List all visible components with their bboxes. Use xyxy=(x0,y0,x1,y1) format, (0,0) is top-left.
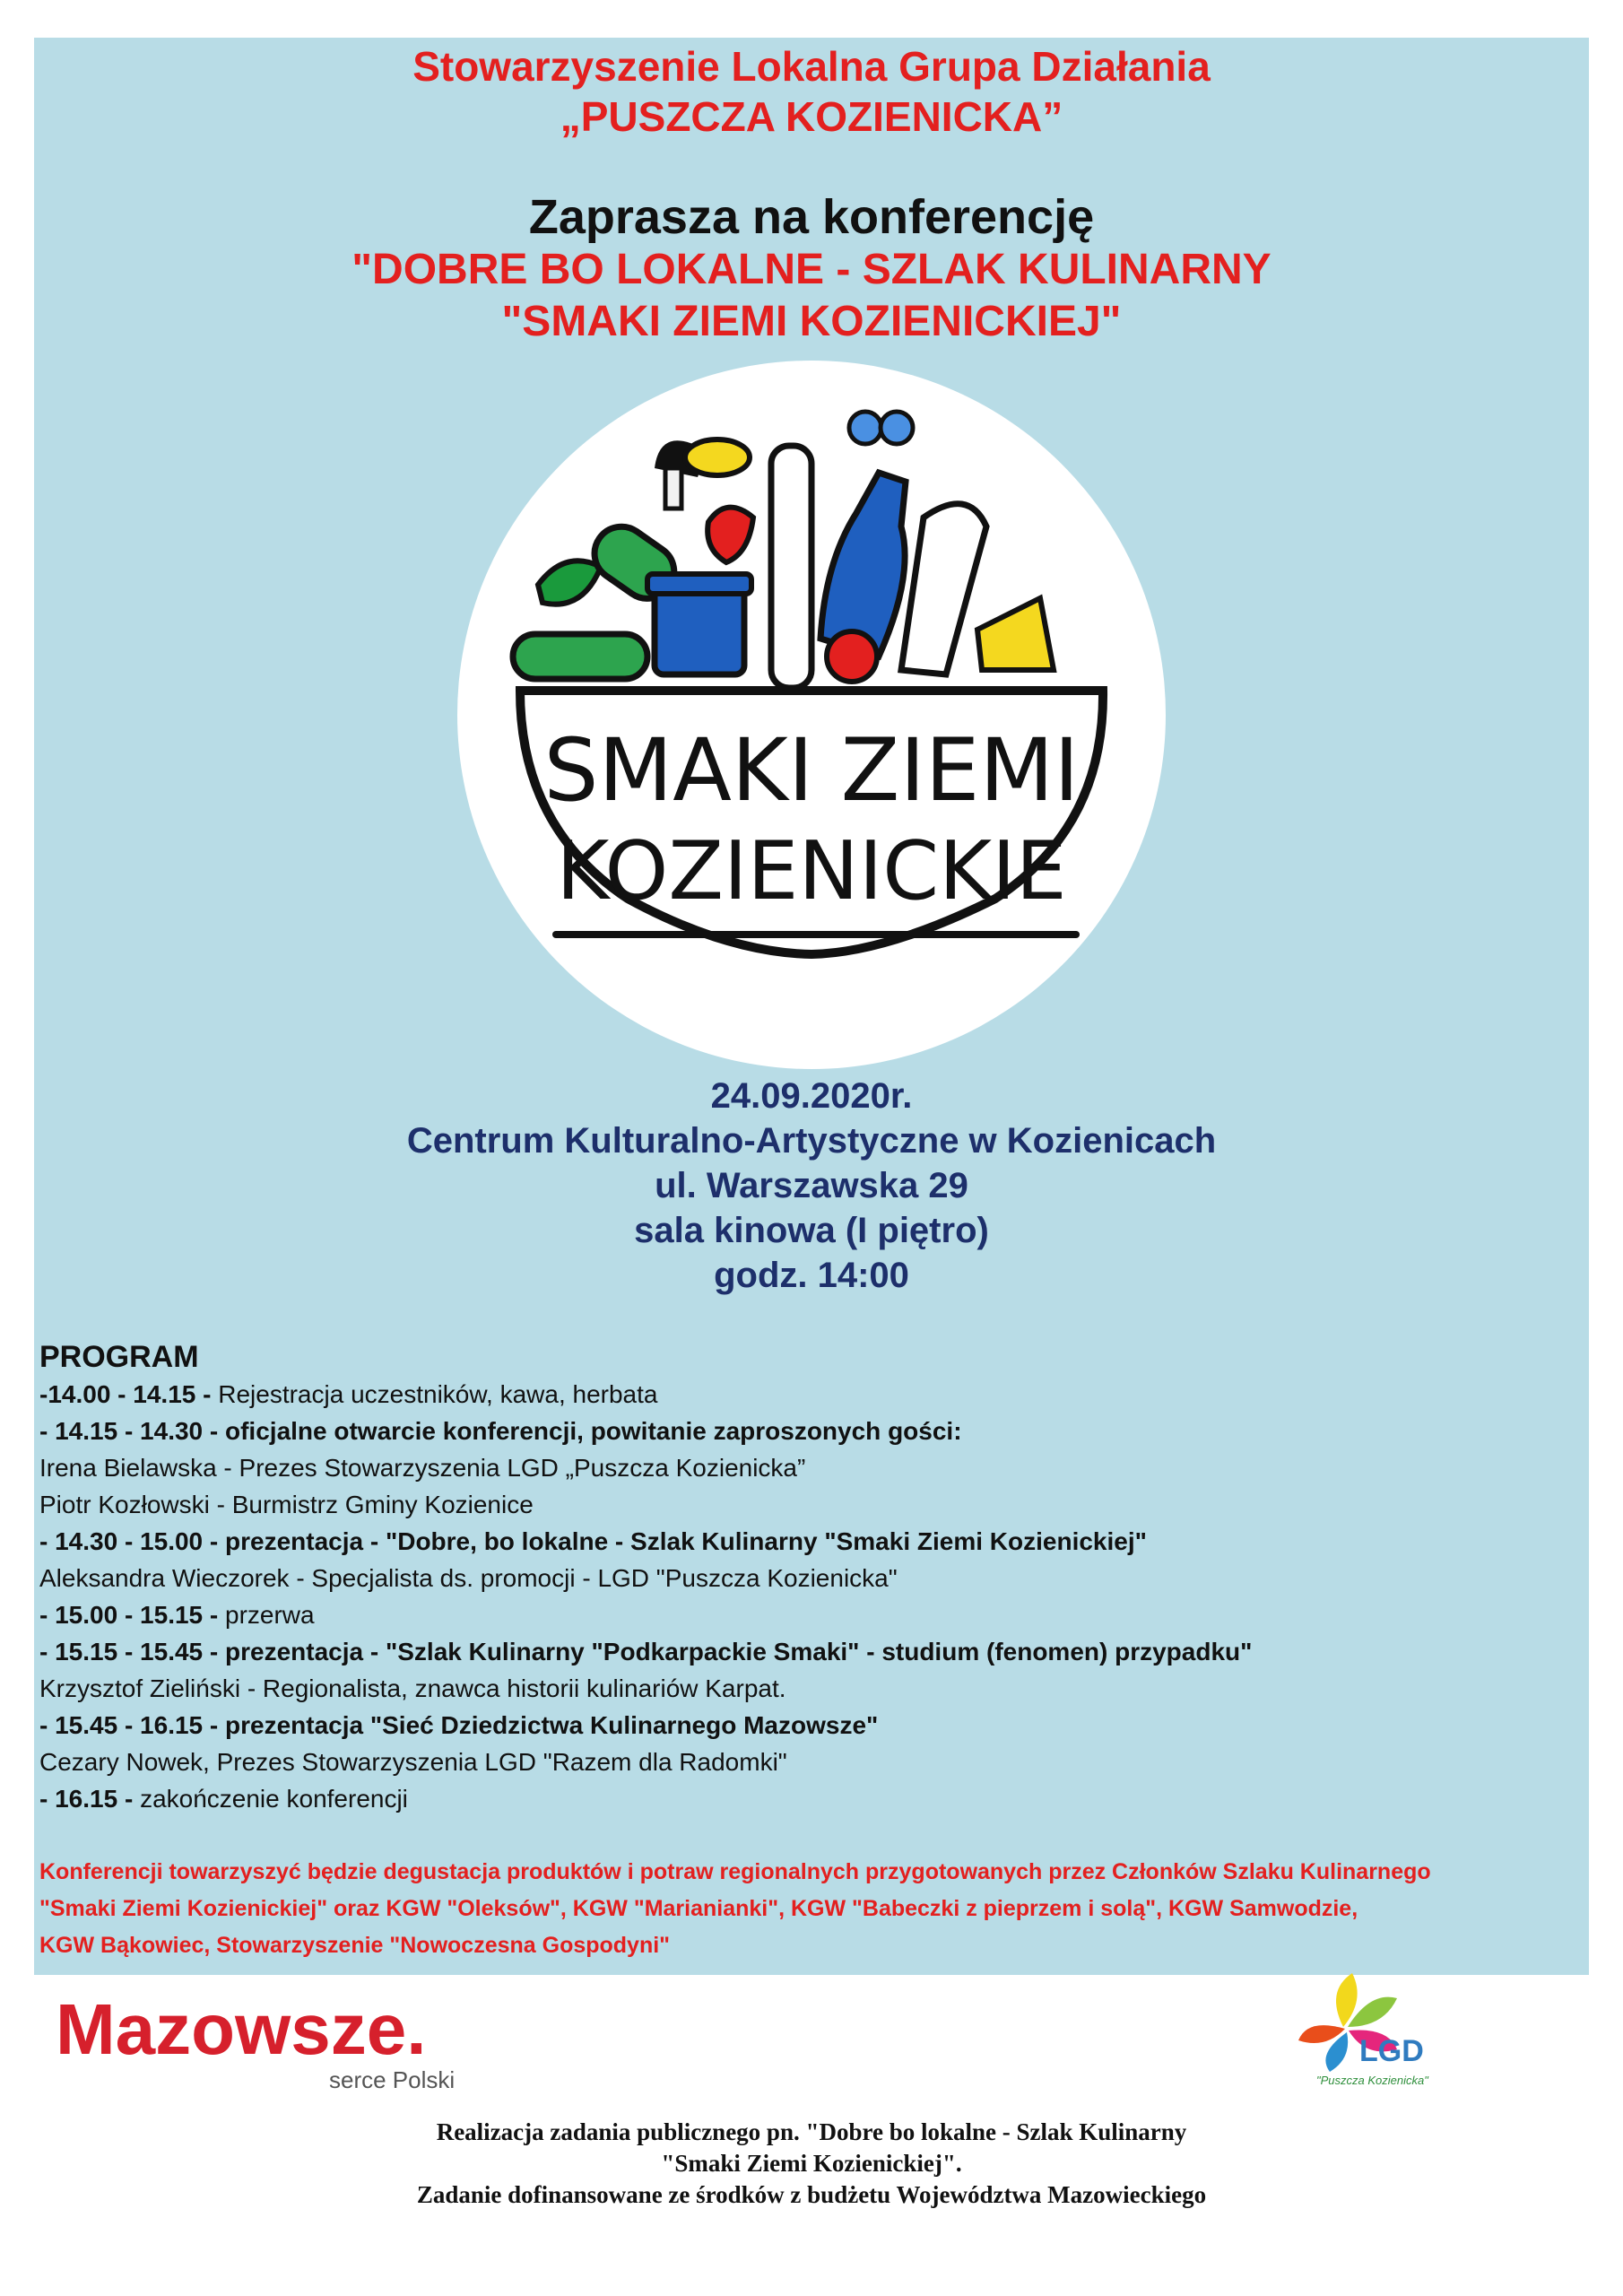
program-heading: PROGRAM xyxy=(39,1340,199,1374)
organizer-line-2: „PUSZCZA KOZIENICKA” xyxy=(560,93,1063,140)
event-room: sala kinowa (I piętro) xyxy=(634,1211,989,1250)
footer-line-1: Realizacja zadania publicznego pn. "Dobre bo lokalne - Szlak Kulinarny xyxy=(436,2118,1187,2145)
conference-title xyxy=(34,244,1589,348)
tasting-note-line-1: Konferencji towarzyszyć będzie degustacja produktów i potraw regionalnych przygotowanych przez Członków Szlaku Kulinarnego xyxy=(39,1859,1431,1884)
smaki-logo xyxy=(457,361,1166,1069)
program-item: Cezary Nowek, Prezes Stowarzyszenia LGD "Razem dla Radomki" xyxy=(39,1748,787,1776)
program-item: Piotr Kozłowski - Burmistrz Gminy Kozienice xyxy=(39,1491,534,1518)
program-item: Aleksandra Wieczorek - Specjalista ds. promocji - LGD "Puszcza Kozienicka" xyxy=(39,1564,898,1592)
tasting-note-line-2: "Smaki Ziemi Kozienickiej" oraz KGW "Oleksów", KGW "Marianianki", KGW "Babeczki z pieprzem i solą", KGW Samwodzie, xyxy=(39,1896,1358,1921)
footer-line-3: Zadanie dofinansowane ze środków z budżetu Województwa Mazowieckiego xyxy=(416,2181,1207,2208)
program-item: -14.00 - 14.15 - Rejestracja uczestników, kawa, herbata xyxy=(39,1380,658,1408)
poster-panel xyxy=(34,38,1589,1975)
program-item: - 15.00 - 15.15 - przerwa xyxy=(39,1601,315,1629)
tasting-note-line-3: KGW Bąkowiec, Stowarzyszenie "Nowoczesna Gospodyni" xyxy=(39,1933,671,1958)
event-venue: Centrum Kulturalno-Artystyczne w Kozienicach xyxy=(406,1121,1217,1161)
footer-line-2: "Smaki Ziemi Kozienickiej". xyxy=(661,2150,962,2177)
program-section xyxy=(39,1338,1582,1817)
organizer-name xyxy=(34,41,1589,142)
program-item: Krzysztof Zieliński - Regionalista, znawca historii kulinariów Karpat. xyxy=(39,1674,786,1702)
event-date: 24.09.2020r. xyxy=(710,1076,913,1116)
conference-title-line-2: "SMAKI ZIEMI KOZIENICKIEJ" xyxy=(501,298,1122,345)
lgd-logo xyxy=(1289,1964,1469,2103)
program-item: - 14.15 - 14.30 - oficjalne otwarcie konferencji, powitanie zaproszonych gości: xyxy=(39,1417,962,1445)
food-basket-logo-icon xyxy=(457,361,1166,1069)
svg-text:KOZIENICKIE: KOZIENICKIE xyxy=(556,824,1067,918)
svg-text:Mazowsze.: Mazowsze. xyxy=(56,1991,427,2069)
event-street: ul. Warszawska 29 xyxy=(655,1166,968,1205)
funding-footer xyxy=(0,2117,1623,2211)
svg-text:SMAKI ZIEMI: SMAKI ZIEMI xyxy=(543,720,1080,821)
program-item: - 16.15 - zakończenie konferencji xyxy=(39,1785,408,1813)
mazowsze-logo xyxy=(56,1991,486,2103)
svg-text:"Puszcza Kozienicka": "Puszcza Kozienicka" xyxy=(1316,2074,1428,2087)
lgd-leaves-icon xyxy=(1289,1964,1469,2099)
program-item: - 14.30 - 15.00 - prezentacja - "Dobre, bo lokalne - Szlak Kulinarny "Smaki Ziemi Kozienickiej" xyxy=(39,1527,1147,1555)
mazowsze-heart-icon xyxy=(56,1991,486,2099)
organizer-line-1: Stowarzyszenie Lokalna Grupa Działania xyxy=(412,43,1211,90)
tasting-note xyxy=(39,1854,1577,1964)
event-info xyxy=(34,1074,1589,1298)
event-time: godz. 14:00 xyxy=(714,1256,909,1295)
invite-text: Zaprasza na konferencję xyxy=(528,190,1095,244)
conference-title-line-1: "DOBRE BO LOKALNE - SZLAK KULINARNY xyxy=(352,246,1271,293)
program-item: - 15.15 - 15.45 - prezentacja - "Szlak Kulinarny "Podkarpackie Smaki" - studium (fenomen) przypadku" xyxy=(39,1638,1253,1665)
svg-text:LGD: LGD xyxy=(1359,2034,1424,2068)
program-item: Irena Bielawska - Prezes Stowarzyszenia LGD „Puszcza Kozienicka” xyxy=(39,1454,806,1482)
program-item: - 15.45 - 16.15 - prezentacja "Sieć Dziedzictwa Kulinarnego Mazowsze" xyxy=(39,1711,879,1739)
svg-text:serce Polski: serce Polski xyxy=(329,2066,456,2093)
